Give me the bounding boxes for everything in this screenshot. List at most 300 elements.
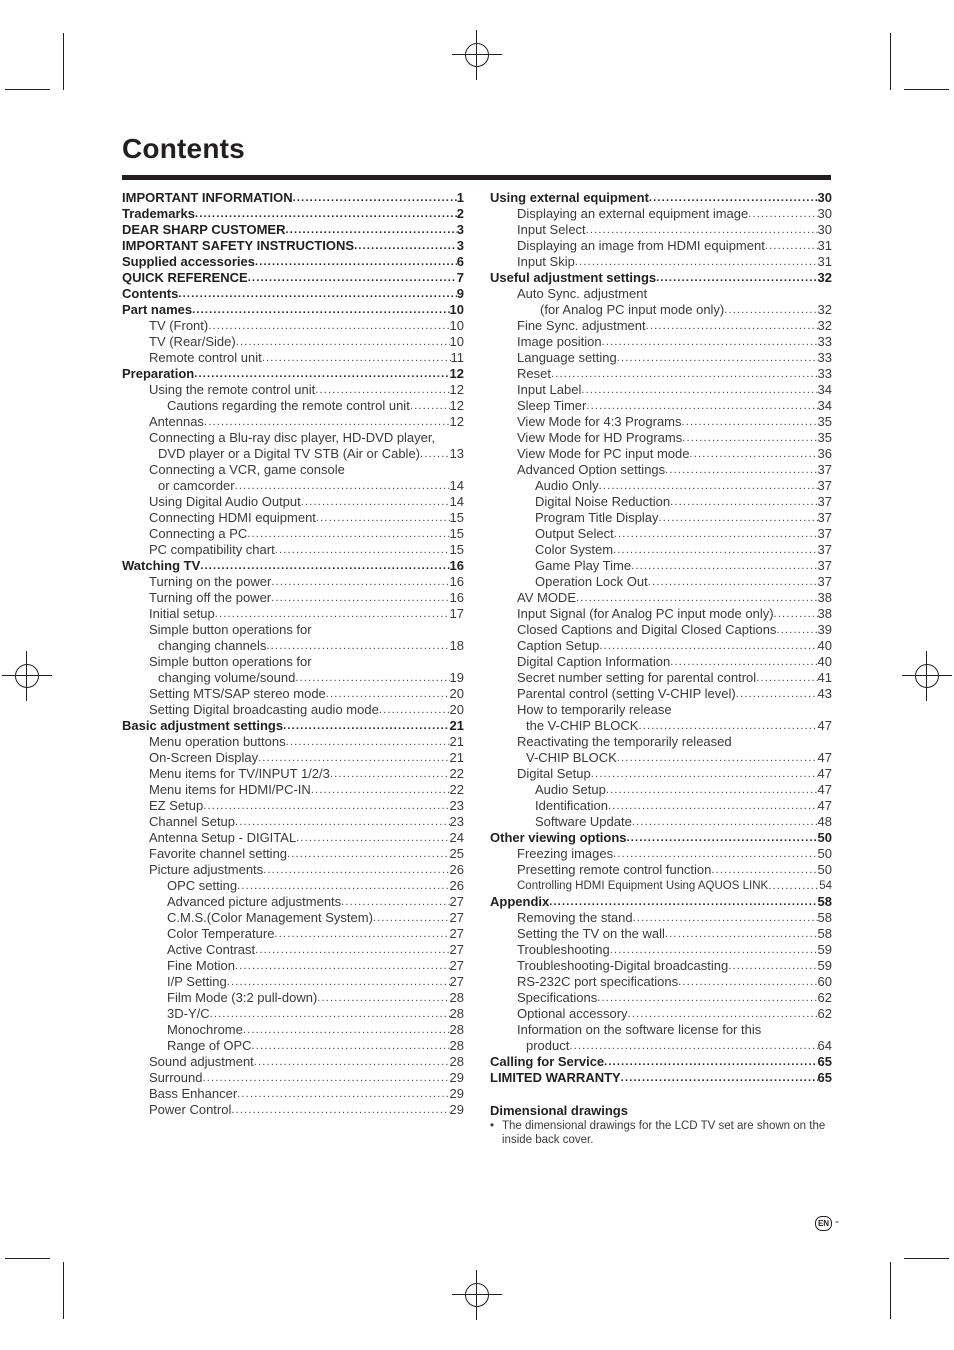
toc-entry-page: 7 <box>456 270 464 285</box>
toc-entry-title: Input Label <box>517 382 582 397</box>
toc-entry-title: Initial setup <box>149 606 215 621</box>
toc-entry-page: 35 <box>817 430 832 445</box>
toc-entry-page: 21 <box>449 734 464 749</box>
toc-entry <box>490 910 832 926</box>
toc-leader-dots <box>203 798 449 814</box>
toc-entry-title: Menu items for HDMI/PC-IN <box>149 782 311 797</box>
toc-entry-page: 60 <box>817 974 832 989</box>
toc-entry-page: 36 <box>817 446 832 461</box>
crop-mark <box>5 89 50 90</box>
toc-entry <box>122 430 464 446</box>
toc-entry <box>122 798 464 814</box>
toc-entry-page: 28 <box>449 1038 464 1053</box>
toc-entry-title: (for Analog PC input mode only) <box>540 302 725 317</box>
toc-entry-title: View Mode for 4:3 Programs <box>517 414 682 429</box>
toc-entry-page: 47 <box>817 750 832 765</box>
toc-entry <box>490 1022 832 1038</box>
toc-entry <box>490 1038 832 1054</box>
toc-entry-page: 6 <box>456 254 464 269</box>
toc-entry-title: Preparation <box>122 366 195 381</box>
toc-entry-page: 1 <box>456 190 464 205</box>
toc-entry-page: 59 <box>817 958 832 973</box>
toc-leader-dots <box>231 1102 449 1118</box>
toc-entry-page: 58 <box>817 894 832 909</box>
toc-leader-dots <box>311 782 450 798</box>
toc-entry <box>490 414 832 430</box>
toc-entry-title: Digital Noise Reduction <box>535 494 671 509</box>
toc-entry <box>122 1038 464 1054</box>
dimensional-drawings-section <box>490 1103 830 1147</box>
toc-entry-page: 38 <box>817 590 832 605</box>
toc-leader-dots <box>248 270 457 286</box>
toc-leader-dots <box>301 494 450 510</box>
toc-entry-page: 24 <box>449 830 464 845</box>
toc-entry-page: 28 <box>449 990 464 1005</box>
toc-entry <box>122 862 464 878</box>
toc-entry-title: RS-232C port specifications <box>517 974 679 989</box>
toc-leader-dots <box>274 926 449 942</box>
crop-mark <box>63 1262 64 1319</box>
toc-entry <box>490 590 832 606</box>
toc-leader-dots <box>341 894 449 910</box>
toc-entry-page: 28 <box>449 1022 464 1037</box>
toc-leader-dots <box>551 366 818 382</box>
toc-entry-title: Setting Digital broadcasting audio mode <box>149 702 379 717</box>
toc-entry-title: Fine Motion <box>167 958 235 973</box>
toc-entry <box>490 318 832 334</box>
toc-entry-page: 33 <box>817 350 832 365</box>
toc-entry-page: 19 <box>449 670 464 685</box>
toc-entry <box>490 686 832 702</box>
crop-mark <box>5 1258 50 1259</box>
toc-entry <box>490 622 832 638</box>
toc-entry-title: Software Update <box>535 814 632 829</box>
toc-entry-title: Using external equipment <box>490 190 649 205</box>
toc-leader-dots <box>678 974 817 990</box>
toc-entry <box>490 350 832 366</box>
toc-entry <box>490 366 832 382</box>
toc-leader-dots <box>606 782 818 798</box>
toc-entry-page: 37 <box>817 510 832 525</box>
toc-entry <box>490 286 832 302</box>
toc-entry-title: Simple button operations for <box>149 654 312 669</box>
toc-entry <box>490 430 832 446</box>
toc-entry-page: 43 <box>817 686 832 701</box>
toc-leader-dots <box>610 942 818 958</box>
toc-leader-dots <box>627 830 818 846</box>
toc-entry-page: 15 <box>449 510 464 525</box>
toc-leader-dots <box>235 814 450 830</box>
toc-entry <box>122 574 464 590</box>
toc-leader-dots <box>195 206 457 222</box>
toc-entry-title: Output Select <box>535 526 614 541</box>
toc-entry-title: Trademarks <box>122 206 195 221</box>
toc-entry-title: AV MODE <box>517 590 576 605</box>
toc-entry-title: Displaying an external equipment image <box>517 206 749 221</box>
toc-entry-title: Advanced picture adjustments <box>167 894 342 909</box>
toc-entry-page: 50 <box>817 830 832 845</box>
toc-leader-dots <box>724 302 817 318</box>
toc-entry-page: 27 <box>449 894 464 909</box>
toc-entry-page: 17 <box>449 606 464 621</box>
toc-leader-dots <box>237 1086 449 1102</box>
toc-entry-page: 47 <box>817 798 832 813</box>
toc-leader-dots <box>200 558 449 574</box>
toc-entry <box>122 302 464 318</box>
toc-leader-dots <box>204 414 450 430</box>
toc-entry <box>490 830 832 846</box>
toc-entry-title: Turning off the power <box>149 590 272 605</box>
toc-entry-title: Range of OPC <box>167 1038 252 1053</box>
toc-entry-page: 30 <box>817 222 832 237</box>
toc-entry <box>122 398 464 414</box>
toc-entry-page: 38 <box>817 606 832 621</box>
toc-leader-dots <box>586 222 818 238</box>
toc-leader-dots <box>613 846 817 862</box>
toc-entry <box>122 782 464 798</box>
toc-entry <box>122 382 464 398</box>
toc-entry <box>490 302 832 318</box>
toc-leader-dots <box>604 1054 817 1070</box>
toc-entry <box>490 254 832 270</box>
toc-entry-page: 32 <box>817 318 832 333</box>
toc-leader-dots <box>617 350 818 366</box>
toc-leader-dots <box>670 654 817 670</box>
registration-mark-bottom <box>452 1270 502 1320</box>
toc-entry-title: DEAR SHARP CUSTOMER <box>122 222 286 237</box>
toc-entry <box>490 846 832 862</box>
toc-leader-dots <box>581 382 817 398</box>
toc-entry-title: Watching TV <box>122 558 201 573</box>
toc-entry-title: Closed Captions and Digital Closed Captions <box>517 622 777 637</box>
toc-leader-dots <box>665 926 818 942</box>
toc-entry-title: Secret number setting for parental control <box>517 670 757 685</box>
toc-entry-page: 37 <box>817 494 832 509</box>
toc-leader-dots <box>420 446 450 462</box>
toc-entry <box>122 222 464 238</box>
toc-entry-title: Sleep Timer <box>517 398 587 413</box>
toc-entry-page: 31 <box>817 254 832 269</box>
toc-leader-dots <box>275 542 450 558</box>
toc-entry-page: 27 <box>449 974 464 989</box>
toc-entry <box>490 1070 832 1086</box>
toc-entry-page: 29 <box>449 1102 464 1117</box>
toc-entry-title: 3D-Y/C <box>167 1006 210 1021</box>
toc-entry-title: Displaying an image from HDMI equipment <box>517 238 765 253</box>
toc-entry-page: 20 <box>449 686 464 701</box>
toc-entry-title: TV (Rear/Side) <box>149 334 236 349</box>
toc-leader-dots <box>315 382 449 398</box>
toc-entry-title: View Mode for PC input mode <box>517 446 690 461</box>
toc-entry <box>490 238 832 254</box>
toc-entry-page: 65 <box>817 1070 832 1085</box>
toc-entry <box>490 958 832 974</box>
toc-entry <box>122 1070 464 1086</box>
toc-entry-title: Contents <box>122 286 179 301</box>
crop-mark <box>63 33 64 90</box>
toc-entry <box>122 654 464 670</box>
toc-entry-title: Antennas <box>149 414 204 429</box>
toc-entry-title: Useful adjustment settings <box>490 270 657 285</box>
toc-entry-page: 37 <box>817 574 832 589</box>
toc-entry-title: Channel Setup <box>149 814 236 829</box>
toc-entry-title: Remote control unit <box>149 350 262 365</box>
toc-entry-page: 30 <box>817 206 832 221</box>
toc-leader-dots <box>296 830 449 846</box>
toc-entry-title: Connecting a VCR, game console <box>149 462 345 477</box>
toc-leader-dots <box>656 270 817 286</box>
toc-leader-dots <box>237 878 449 894</box>
toc-entry <box>122 1022 464 1038</box>
toc-entry-page: 34 <box>817 398 832 413</box>
toc-entry <box>490 206 832 222</box>
toc-entry-title: Identification <box>535 798 608 813</box>
toc-leader-dots <box>628 1006 818 1022</box>
toc-entry-title: V-CHIP BLOCK <box>526 750 617 765</box>
crop-mark <box>890 33 891 90</box>
toc-entry <box>122 478 464 494</box>
toc-entry-page: 25 <box>449 846 464 861</box>
toc-leader-dots <box>178 286 456 302</box>
toc-leader-dots <box>621 1070 818 1086</box>
toc-entry <box>490 766 832 782</box>
toc-entry <box>122 686 464 702</box>
toc-leader-dots <box>586 398 817 414</box>
toc-entry <box>122 318 464 334</box>
toc-leader-dots <box>287 846 450 862</box>
toc-entry-page: 48 <box>817 814 832 829</box>
toc-entry-title: TV (Front) <box>149 318 209 333</box>
toc-entry-title: Power Control <box>149 1102 232 1117</box>
toc-entry-title: Advanced Option settings <box>517 462 666 477</box>
toc-leader-dots <box>597 990 817 1006</box>
toc-entry <box>122 910 464 926</box>
toc-entry-title: Appendix <box>490 894 550 909</box>
toc-entry-page: 14 <box>449 478 464 493</box>
toc-entry-title: C.M.S.(Color Management System) <box>167 910 373 925</box>
toc-entry-page: 10 <box>449 318 464 333</box>
toc-entry-title: IMPORTANT SAFETY INSTRUCTIONS <box>122 238 355 253</box>
toc-leader-dots <box>285 222 456 238</box>
toc-leader-dots <box>254 1054 450 1070</box>
toc-leader-dots <box>631 558 817 574</box>
toc-leader-dots <box>235 478 450 494</box>
toc-leader-dots <box>317 990 449 1006</box>
toc-entry <box>490 670 832 686</box>
toc-entry-page: 20 <box>449 702 464 717</box>
toc-entry-page: 65 <box>817 1054 832 1069</box>
toc-leader-dots <box>316 510 450 526</box>
toc-entry <box>490 270 832 286</box>
toc-entry-page: 58 <box>817 910 832 925</box>
toc-entry <box>490 190 832 206</box>
toc-leader-dots <box>258 750 449 766</box>
toc-leader-dots <box>192 302 449 318</box>
toc-entry-page: 10 <box>449 334 464 349</box>
toc-entry-page: 50 <box>817 862 832 877</box>
toc-leader-dots <box>202 1070 449 1086</box>
toc-entry <box>490 638 832 654</box>
toc-entry <box>122 750 464 766</box>
toc-entry-title: Connecting a PC <box>149 526 248 541</box>
toc-entry-page: 62 <box>817 990 832 1005</box>
toc-leader-dots <box>617 750 818 766</box>
toc-entry-title: Operation Lock Out <box>535 574 648 589</box>
toc-entry-title: Surround <box>149 1070 203 1085</box>
toc-leader-dots <box>768 878 819 894</box>
toc-entry-title: IMPORTANT INFORMATION <box>122 190 293 205</box>
toc-entry-page: 27 <box>449 910 464 925</box>
toc-entry-page: 15 <box>449 542 464 557</box>
toc-entry <box>490 734 832 750</box>
toc-entry-title: Connecting HDMI equipment <box>149 510 316 525</box>
toc-leader-dots <box>330 766 450 782</box>
toc-entry-title: View Mode for HD Programs <box>517 430 683 445</box>
toc-entry-title: Color System <box>535 542 614 557</box>
toc-entry <box>122 958 464 974</box>
toc-leader-dots <box>255 942 449 958</box>
toc-entry-title: Sound adjustment <box>149 1054 254 1069</box>
toc-entry-title: changing volume/sound <box>158 670 296 685</box>
toc-entry <box>490 750 832 766</box>
toc-leader-dots <box>632 814 818 830</box>
toc-entry <box>490 558 832 574</box>
toc-leader-dots <box>569 1038 817 1054</box>
toc-entry <box>490 334 832 350</box>
toc-entry <box>490 798 832 814</box>
toc-leader-dots <box>665 462 817 478</box>
toc-entry-title: Using the remote control unit <box>149 382 316 397</box>
toc-leader-dots <box>765 238 818 254</box>
toc-entry-title: Cautions regarding the remote control unit <box>167 398 410 413</box>
toc-leader-dots <box>748 206 817 222</box>
toc-entry-page: 29 <box>449 1086 464 1101</box>
toc-entry-title: Information on the software license for this <box>517 1022 762 1037</box>
language-badge: EN <box>815 1216 832 1231</box>
toc-entry <box>122 206 464 222</box>
toc-entry-page: 32 <box>817 302 832 317</box>
toc-entry-title: or camcorder <box>158 478 235 493</box>
toc-entry-title: Part names <box>122 302 193 317</box>
toc-entry <box>490 1006 832 1022</box>
toc-entry <box>490 990 832 1006</box>
toc-leader-dots <box>410 398 450 414</box>
toc-leader-dots <box>295 670 449 686</box>
toc-entry-title: Turning on the power <box>149 574 272 589</box>
toc-entry <box>490 878 832 894</box>
toc-leader-dots <box>591 766 818 782</box>
toc-leader-dots <box>194 366 449 382</box>
toc-leader-dots <box>210 1006 450 1022</box>
toc-entry-title: Input Skip <box>517 254 575 269</box>
toc-entry-title: Menu operation buttons <box>149 734 286 749</box>
toc-entry <box>490 510 832 526</box>
toc-entry-page: 31 <box>817 238 832 253</box>
dimensional-drawings-note-text: The dimensional drawings for the LCD TV set are shown on the inside back cover. <box>502 1120 826 1146</box>
toc-entry-title: Input Signal (for Analog PC input mode only) <box>517 606 774 621</box>
toc-leader-dots <box>215 606 450 622</box>
toc-entry <box>490 1054 832 1070</box>
toc-leader-dots <box>711 862 817 878</box>
toc-entry-title: Image position <box>517 334 602 349</box>
toc-entry-title: Removing the stand <box>517 910 633 925</box>
toc-entry-title: OPC setting <box>167 878 238 893</box>
toc-leader-dots <box>602 334 818 350</box>
toc-leader-dots <box>373 910 450 926</box>
toc-entry <box>122 814 464 830</box>
toc-entry-page: 23 <box>449 798 464 813</box>
toc-entry-title: Digital Caption Information <box>517 654 671 669</box>
toc-entry <box>490 574 832 590</box>
toc-entry-page: 50 <box>817 846 832 861</box>
toc-entry-page: 12 <box>449 366 464 381</box>
toc-entry-title: LIMITED WARRANTY <box>490 1070 621 1085</box>
toc-entry <box>122 238 464 254</box>
toc-entry-title: Film Mode (3:2 pull-down) <box>167 990 318 1005</box>
toc-entry-page: 12 <box>449 398 464 413</box>
toc-entry <box>122 718 464 734</box>
toc-entry <box>490 862 832 878</box>
toc-entry <box>490 542 832 558</box>
toc-entry-page: 34 <box>817 382 832 397</box>
toc-entry-title: changing channels <box>158 638 267 653</box>
title-rule <box>122 175 831 180</box>
toc-entry <box>490 526 832 542</box>
toc-entry <box>122 446 464 462</box>
toc-entry-title: Audio Setup <box>535 782 606 797</box>
toc-entry <box>122 414 464 430</box>
toc-leader-dots <box>659 510 818 526</box>
toc-entry-page: 12 <box>449 414 464 429</box>
toc-entry <box>490 702 832 718</box>
toc-entry <box>490 654 832 670</box>
page-number-dash: - <box>835 1214 839 1228</box>
toc-entry-title: DVD player or a Digital TV STB (Air or Cable) <box>158 446 421 461</box>
toc-leader-dots <box>646 318 818 334</box>
toc-entry-title: Favorite channel setting <box>149 846 288 861</box>
toc-entry <box>490 222 832 238</box>
toc-leader-dots <box>756 670 817 686</box>
toc-entry-title: Active Contrast <box>167 942 256 957</box>
toc-leader-dots <box>614 526 818 542</box>
toc-entry-title: Bass Enhancer <box>149 1086 238 1101</box>
toc-entry <box>490 974 832 990</box>
toc-entry-title: Picture adjustments <box>149 862 264 877</box>
toc-entry-title: Input Select <box>517 222 586 237</box>
toc-entry <box>490 814 832 830</box>
toc-leader-dots <box>728 958 817 974</box>
toc-leader-dots <box>776 622 817 638</box>
toc-entry-title: Digital Setup <box>517 766 591 781</box>
toc-entry <box>122 926 464 942</box>
toc-leader-dots <box>255 254 457 270</box>
toc-entry <box>122 590 464 606</box>
toc-entry-page: 27 <box>449 958 464 973</box>
toc-leader-dots <box>379 702 450 718</box>
toc-entry <box>490 894 832 910</box>
toc-entry-title: Supplied accessories <box>122 254 255 269</box>
toc-entry <box>122 638 464 654</box>
crop-mark <box>904 1258 949 1259</box>
toc-entry-title: Caption Setup <box>517 638 600 653</box>
toc-left-column <box>122 190 464 1118</box>
toc-leader-dots <box>236 334 450 350</box>
toc-entry <box>122 1006 464 1022</box>
toc-entry-title: Program Title Display <box>535 510 659 525</box>
toc-leader-dots <box>262 350 451 366</box>
toc-entry-page: 40 <box>817 638 832 653</box>
toc-entry <box>490 718 832 734</box>
